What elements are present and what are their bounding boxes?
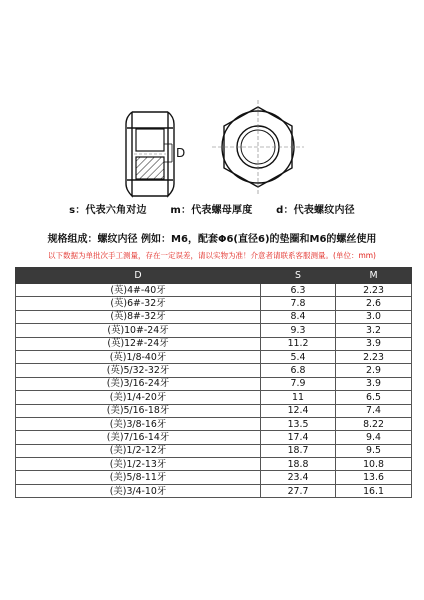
cell-s: 11 <box>261 391 336 404</box>
cell-m: 7.4 <box>336 404 412 417</box>
table-row <box>16 458 412 471</box>
cell-s: 7.8 <box>261 297 336 310</box>
table-row <box>16 431 412 444</box>
cell-d: (美)5/16-18牙 <box>16 404 261 417</box>
cell-d: (美)5/8-11牙 <box>16 471 261 484</box>
cell-s: 23.4 <box>261 471 336 484</box>
cell-s: 18.8 <box>261 458 336 471</box>
cell-m: 3.2 <box>336 324 412 337</box>
cell-m: 3.9 <box>336 337 412 350</box>
cell-s: 27.7 <box>261 484 336 497</box>
cell-d: (美)3/16-24牙 <box>16 377 261 390</box>
cell-s: 17.4 <box>261 431 336 444</box>
nut-top-view <box>212 100 304 194</box>
nut-side-view <box>126 112 174 196</box>
cell-d: (英)6#-32牙 <box>16 297 261 310</box>
cell-d: (英)1/8-40牙 <box>16 350 261 363</box>
cell-m: 10.8 <box>336 458 412 471</box>
legend-d: d：代表螺纹内径 <box>276 205 355 216</box>
cell-m: 13.6 <box>336 471 412 484</box>
table-row <box>16 337 412 350</box>
cell-s: 12.4 <box>261 404 336 417</box>
header-d: D <box>16 268 261 284</box>
legend-m: m：代表螺母厚度 <box>170 205 253 216</box>
legend-row <box>0 201 424 216</box>
cell-d: (美)7/16-14牙 <box>16 431 261 444</box>
cell-s: 9.3 <box>261 324 336 337</box>
table-row <box>16 391 412 404</box>
table-row <box>16 417 412 430</box>
header-s: S <box>261 268 336 284</box>
table-row <box>16 444 412 457</box>
cell-s: 13.5 <box>261 417 336 430</box>
cell-s: 7.9 <box>261 377 336 390</box>
cell-d: (英)10#-24牙 <box>16 324 261 337</box>
cell-m: 2.9 <box>336 364 412 377</box>
cell-d: (美)1/2-12牙 <box>16 444 261 457</box>
hex-nut-drawing <box>0 0 424 200</box>
cell-s: 6.8 <box>261 364 336 377</box>
cell-d: (美)1/2-13牙 <box>16 458 261 471</box>
table-row <box>16 377 412 390</box>
cell-d: (英)5/32-32牙 <box>16 364 261 377</box>
cell-d: (美)3/8-16牙 <box>16 417 261 430</box>
table-row <box>16 310 412 323</box>
cell-m: 6.5 <box>336 391 412 404</box>
spec-example: 规格组成：螺纹内径 例如：M6，配套Φ6(直径6)的垫圈和M6的螺丝使用 <box>47 234 377 245</box>
cell-m: 2.6 <box>336 297 412 310</box>
cell-s: 11.2 <box>261 337 336 350</box>
header-m: M <box>336 268 412 284</box>
cell-s: 18.7 <box>261 444 336 457</box>
cell-d: (英)8#-32牙 <box>16 310 261 323</box>
cell-m: 2.23 <box>336 284 412 297</box>
table-header-row <box>16 268 412 284</box>
cell-m: 9.5 <box>336 444 412 457</box>
cell-d: (英)4#-40牙 <box>16 284 261 297</box>
cell-m: 16.1 <box>336 484 412 497</box>
cell-m: 2.23 <box>336 350 412 363</box>
spec-table <box>15 267 412 498</box>
cell-d: (美)3/4-10牙 <box>16 484 261 497</box>
measurement-note: 以下数据为单批次手工测量，存在一定误差，请以实物为准！介意者请联系客服测量。(单位：mm) <box>48 251 376 260</box>
table-row <box>16 404 412 417</box>
cell-m: 8.22 <box>336 417 412 430</box>
table-row <box>16 324 412 337</box>
cell-s: 5.4 <box>261 350 336 363</box>
table-row <box>16 297 412 310</box>
table-row <box>16 350 412 363</box>
cell-s: 6.3 <box>261 284 336 297</box>
table-row <box>16 471 412 484</box>
table-row <box>16 284 412 297</box>
table-row <box>16 484 412 497</box>
dimension-label: D <box>176 146 186 160</box>
table-row <box>16 364 412 377</box>
cell-d: (英)12#-24牙 <box>16 337 261 350</box>
legend-s: s：代表六角对边 <box>69 205 147 216</box>
cell-s: 8.4 <box>261 310 336 323</box>
cell-m: 3.0 <box>336 310 412 323</box>
cell-m: 9.4 <box>336 431 412 444</box>
cell-d: (美)1/4-20牙 <box>16 391 261 404</box>
cell-m: 3.9 <box>336 377 412 390</box>
